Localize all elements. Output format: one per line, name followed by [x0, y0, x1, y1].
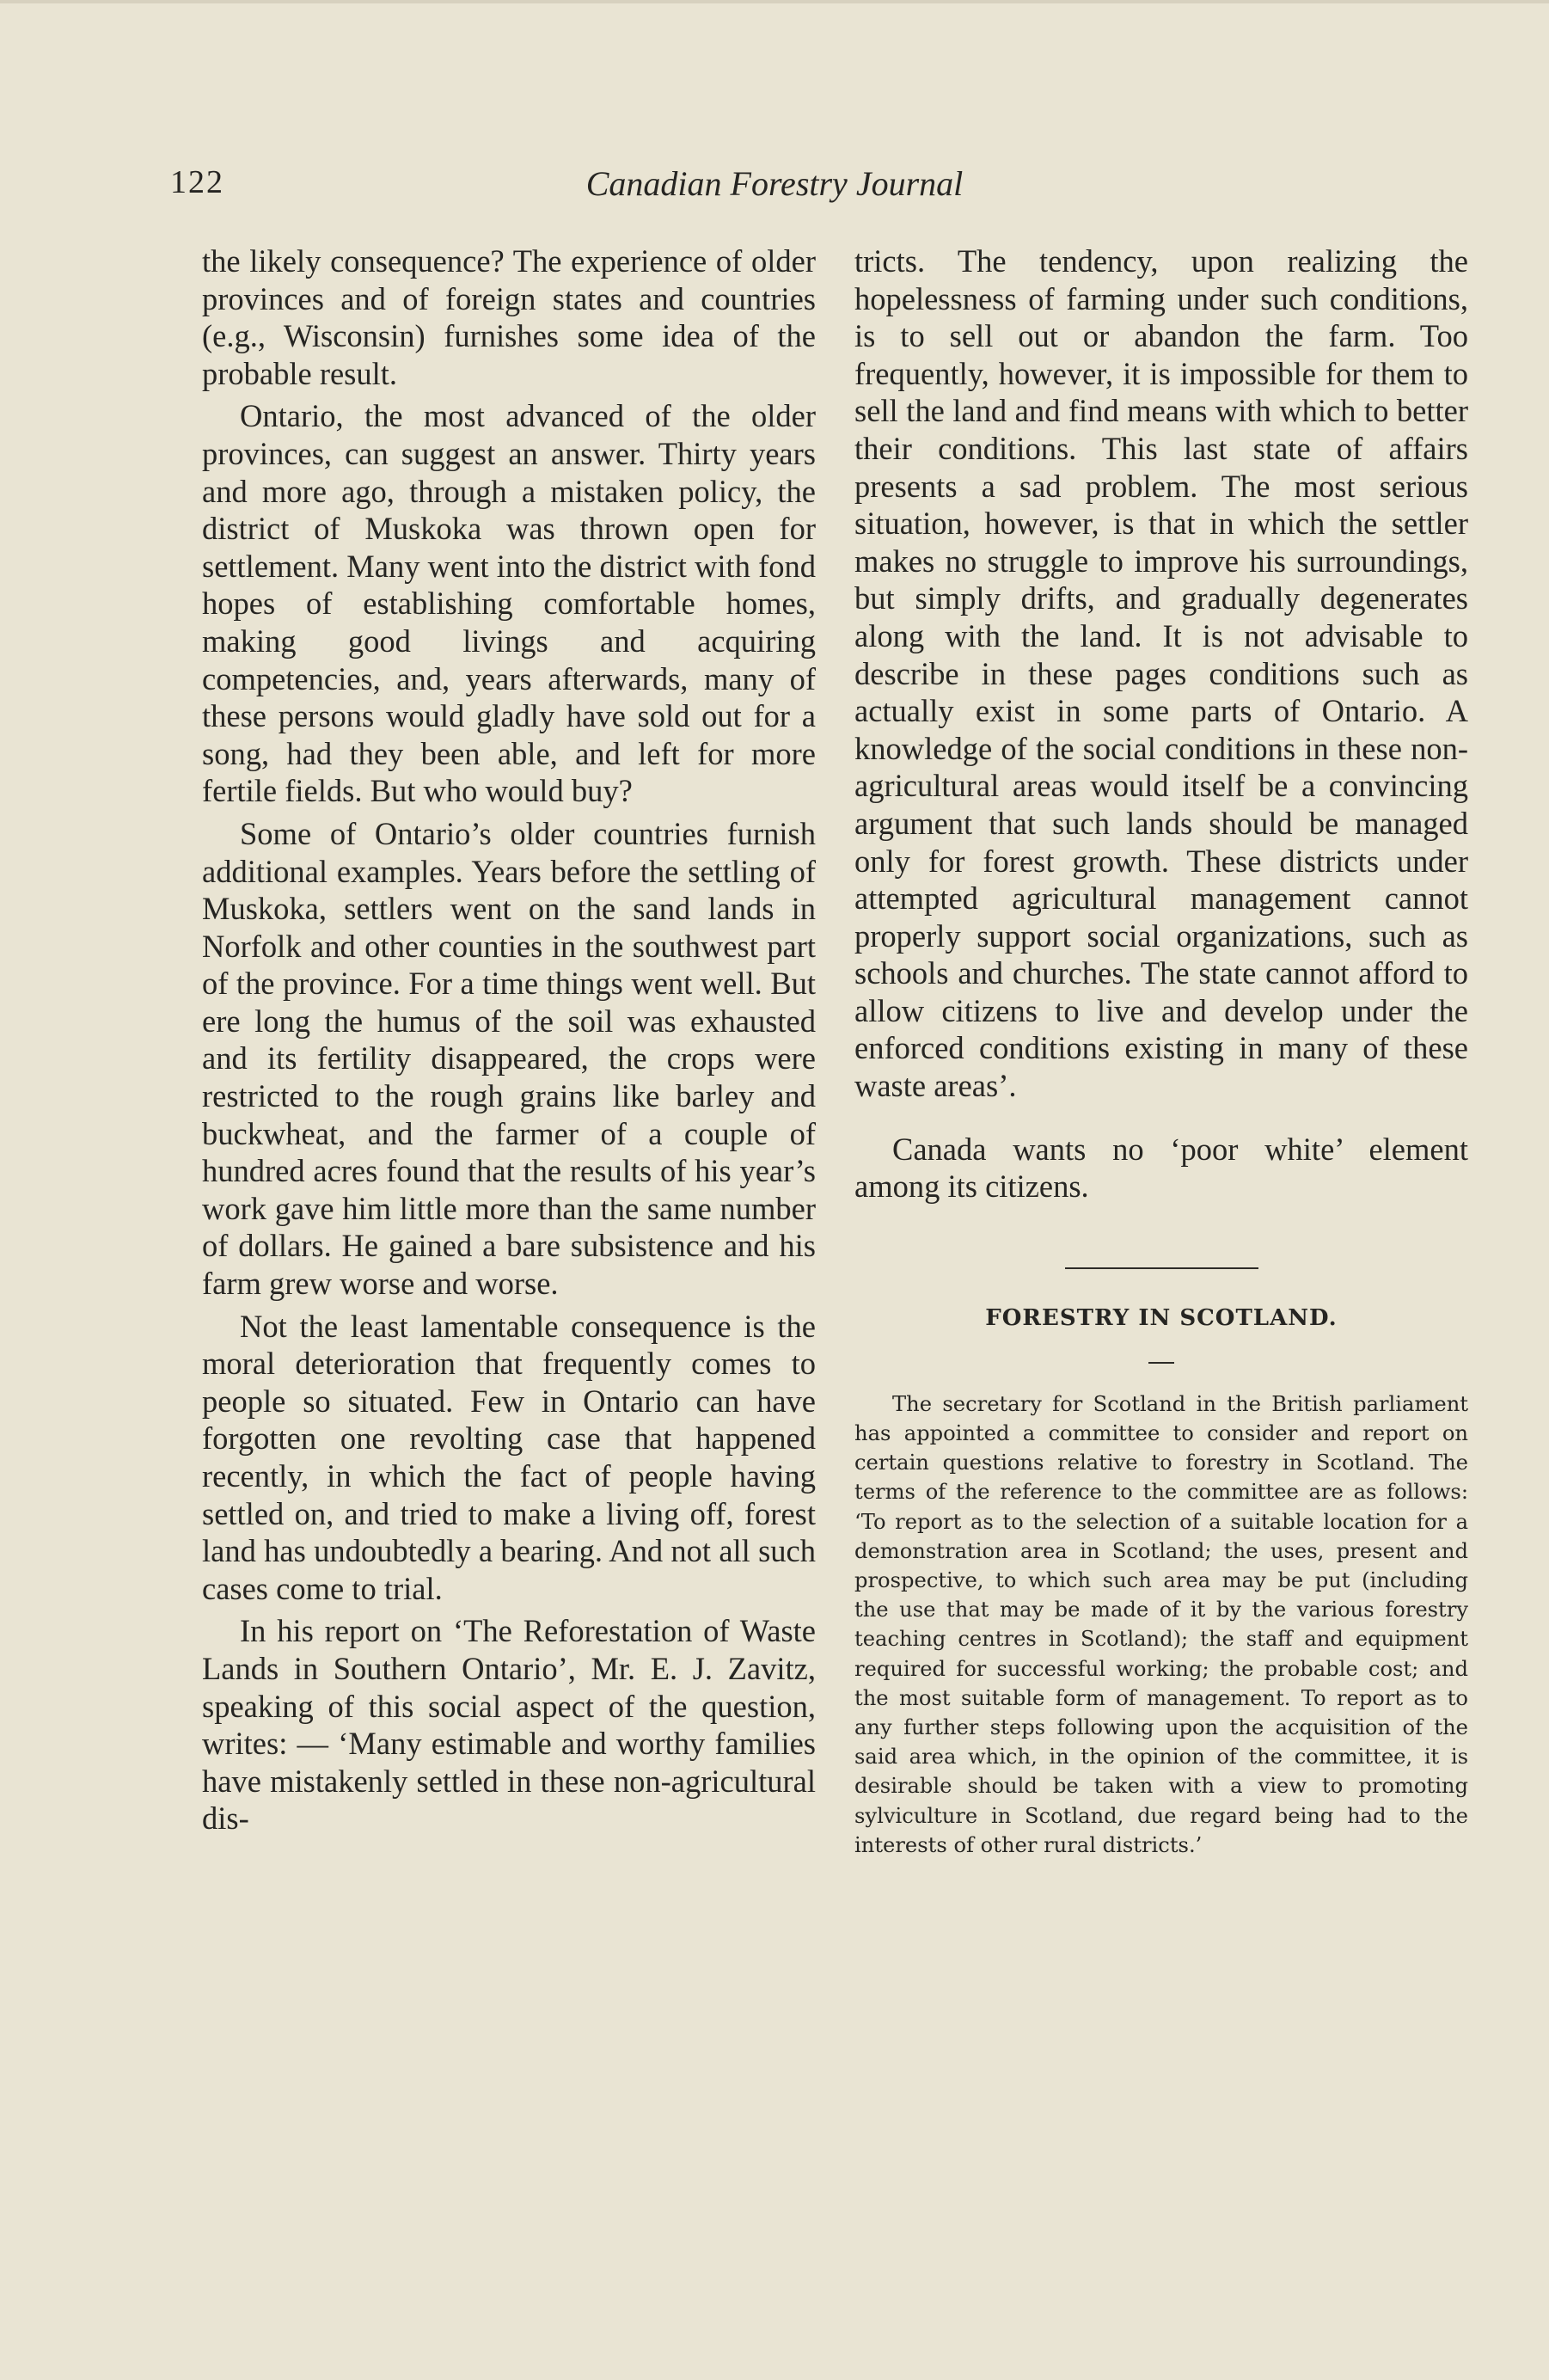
page-top-edge [0, 0, 1549, 3]
section-divider [1065, 1267, 1258, 1269]
heading-dash [1148, 1362, 1174, 1364]
body-paragraph: Not the least lamentable consequence is the moral deterioration that frequently comes to people so situated. Few in Ontario can have forgotten one revolting case that happened recently, in which the fact of people having settled on, and tried to make a living off, forest land has undoubtedly a bearing. And not all such cases come to trial. [202, 1308, 816, 1606]
page-header [0, 163, 1549, 206]
body-paragraph: tricts. The tendency, upon realizing the hopelessness of farming under such conditions, is to sell out or abandon the farm. Too frequently, however, it is impossible for them to sell the land and find means with which to better their conditions. This last state of affairs presents a sad problem. The most serious situation, however, is that in which the settler makes no struggle to improve his surroundings, but simply drifts, and gradually degenerates along with the land. It is not advisable to describe in these pages conditions such as actually exist in some parts of Ontario. A knowledge of the social conditions in these non-agricultural areas would itself be a convincing argument that such lands should be managed only for forest growth. These districts under attempted agricultural management cannot properly support social organizations, such as schools and churches. The state cannot afford to allow citizens to live and develop under the enforced conditions existing in many of these waste areas’. [854, 243, 1468, 1104]
journal-title: Canadian Forestry Journal [585, 164, 964, 203]
page-number: 122 [170, 164, 224, 200]
section-heading: FORESTRY IN SCOTLAND. [985, 1304, 1338, 1331]
body-paragraph: In his report on ‘The Reforestation of Waste Lands in Southern Ontario’, Mr. E. J. Zavitz, speaking of this social aspect of the question, writes: — ‘Many estimable and worthy families have mistakenly settled in these non-agricultural dis- [202, 1613, 816, 1837]
right-column [854, 242, 1468, 1860]
body-paragraph: Ontario, the most advanced of the older provinces, can suggest an answer. Thirty years and more ago, through a mistaken policy, the district of Muskoka was thrown open for settlement. Many went into the district with fond hopes of establishing comfortable homes, making good livings and acquiring competencies, and, years afterwards, many of these persons would gladly have sold out for a song, had they been able, and left for more fertile fields. But who would buy? [202, 398, 816, 809]
body-paragraph: Some of Ontario’s older countries furnish additional examples. Years before the settling of Muskoka, settlers went on the sand lands in Norfolk and other counties in the southwest part of the province. For a time things went well. But ere long the humus of the soil was exhausted and its fertility disappeared, the crops were restricted to the rough grains like barley and buckwheat, and the farmer of a couple of hundred acres found that the results of his year’s work gave him little more than the same number of dollars. He gained a bare subsistence and his farm grew worse and worse. [202, 815, 816, 1302]
closing-paragraph: Canada wants no ‘poor white’ element among its citizens. [854, 1131, 1468, 1205]
body-paragraph: the likely consequence? The experience of older provinces and of foreign states and countries (e.g., Wisconsin) furnishes some idea of the probable result. [202, 243, 816, 391]
left-column [202, 242, 816, 1837]
section-body: The secretary for Scotland in the British parliament has appointed a committee to consider and report on certain questions relative to forestry in Scotland. The terms of the reference to the committee are as follows: ‘To report as to the selection of a suitable location for a demonstration area in Scotland; the uses, present and prospective, to which such area may be put (including the use that may be made of it by the various forestry teaching centres in Scotland); the staff and equipment required for successful working; the probable cost; and the most suitable form of management. To report as to any further steps following upon the acquisition of the said area which, in the opinion of the committee, it is desirable should be taken with a view to promoting sylviculture in Scotland, due regard being had to the interests of other rural districts.’ [854, 1391, 1468, 1857]
